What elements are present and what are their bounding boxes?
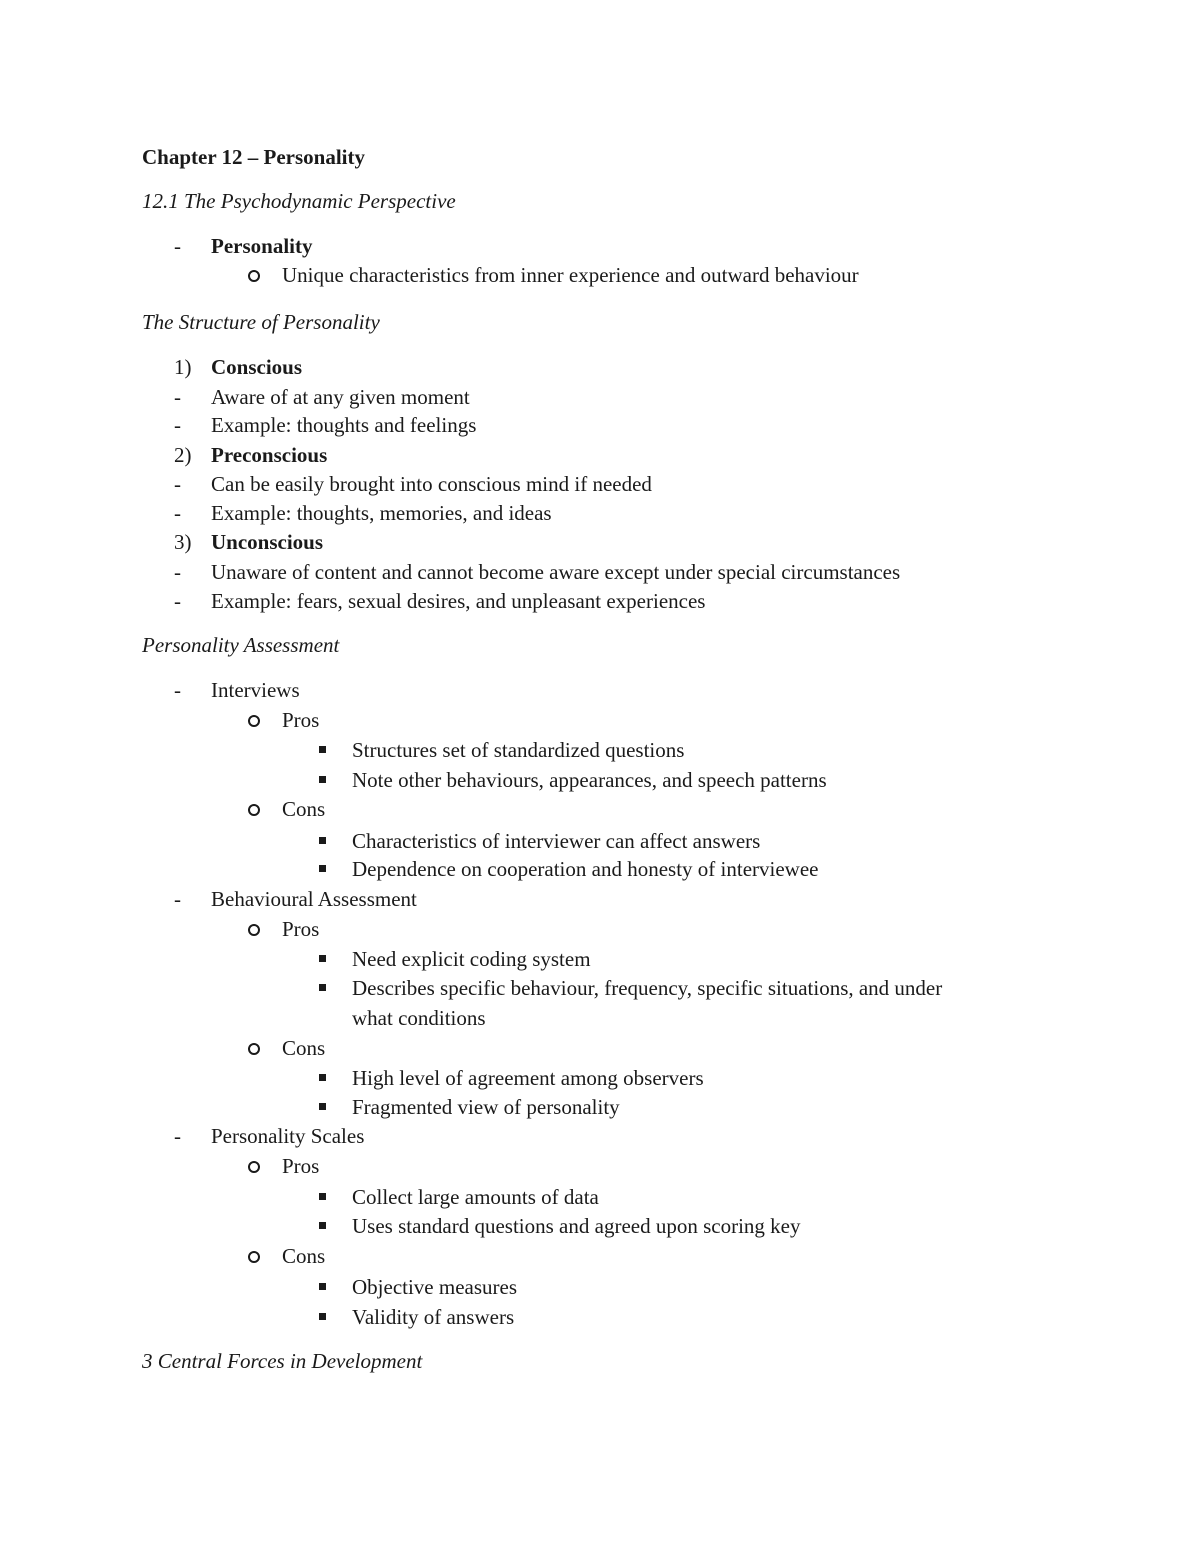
chapter-title: Chapter 12 – Personality <box>142 145 366 169</box>
definition-personality: Unique characteristics from inner experience and outward behaviour <box>282 263 859 287</box>
term-personality: Personality <box>211 234 313 258</box>
list-item: Note other behaviours, appearances, and speech patterns <box>352 768 827 792</box>
circle-bullet-icon <box>248 1043 260 1055</box>
list-item: Aware of at any given moment <box>211 385 470 409</box>
pros-label: Pros <box>282 1154 320 1178</box>
cons-label: Cons <box>282 797 326 821</box>
square-bullet-icon <box>319 1193 326 1200</box>
list-item: Uses standard questions and agreed upon scoring key <box>352 1214 801 1238</box>
dash-bullet: - <box>174 234 181 258</box>
list-number: 1) <box>174 355 192 379</box>
section-heading-psychodynamic: 12.1 The Psychodynamic Perspective <box>142 189 456 213</box>
list-item: Can be easily brought into conscious mind if needed <box>211 472 652 496</box>
list-number: 2) <box>174 443 192 467</box>
dash-bullet: - <box>174 589 181 613</box>
dash-bullet: - <box>174 560 181 584</box>
square-bullet-icon <box>319 865 326 872</box>
list-item: Structures set of standardized questions <box>352 738 685 762</box>
dash-bullet: - <box>174 413 181 437</box>
dash-bullet: - <box>174 501 181 525</box>
level-preconscious: Preconscious <box>211 443 328 467</box>
list-item: Example: thoughts, memories, and ideas <box>211 501 552 525</box>
dash-bullet: - <box>174 887 181 911</box>
circle-bullet-icon <box>248 924 260 936</box>
list-item: Unaware of content and cannot become aware except under special circumstances <box>211 560 901 584</box>
section-heading-central-forces: 3 Central Forces in Development <box>142 1349 423 1373</box>
square-bullet-icon <box>319 1313 326 1320</box>
square-bullet-icon <box>319 837 326 844</box>
list-item: Fragmented view of personality <box>352 1095 620 1119</box>
section-heading-assessment: Personality Assessment <box>142 633 340 657</box>
dash-bullet: - <box>174 472 181 496</box>
square-bullet-icon <box>319 776 326 783</box>
list-item: Collect large amounts of data <box>352 1185 599 1209</box>
list-item: High level of agreement among observers <box>352 1066 704 1090</box>
list-item: Example: thoughts and feelings <box>211 413 477 437</box>
section-heading-structure: The Structure of Personality <box>142 310 380 334</box>
dash-bullet: - <box>174 1124 181 1148</box>
method-personality-scales: Personality Scales <box>211 1124 365 1148</box>
cons-label: Cons <box>282 1036 326 1060</box>
square-bullet-icon <box>319 955 326 962</box>
cons-label: Cons <box>282 1244 326 1268</box>
pros-label: Pros <box>282 917 320 941</box>
square-bullet-icon <box>319 1074 326 1081</box>
level-conscious: Conscious <box>211 355 303 379</box>
square-bullet-icon <box>319 746 326 753</box>
circle-bullet-icon <box>248 804 260 816</box>
list-item: Characteristics of interviewer can affect answers <box>352 829 761 853</box>
list-item: Describes specific behaviour, frequency, specific situations, and under <box>352 976 943 1000</box>
dash-bullet: - <box>174 385 181 409</box>
list-item-continuation: what conditions <box>352 1006 486 1030</box>
square-bullet-icon <box>319 1222 326 1229</box>
level-unconscious: Unconscious <box>211 530 324 554</box>
square-bullet-icon <box>319 1103 326 1110</box>
circle-bullet-icon <box>248 270 260 282</box>
dash-bullet: - <box>174 678 181 702</box>
list-item: Objective measures <box>352 1275 518 1299</box>
list-item: Example: fears, sexual desires, and unpleasant experiences <box>211 589 706 613</box>
square-bullet-icon <box>319 1283 326 1290</box>
circle-bullet-icon <box>248 1251 260 1263</box>
list-item: Dependence on cooperation and honesty of interviewee <box>352 857 819 881</box>
pros-label: Pros <box>282 708 320 732</box>
circle-bullet-icon <box>248 715 260 727</box>
method-behavioural-assessment: Behavioural Assessment <box>211 887 417 911</box>
circle-bullet-icon <box>248 1161 260 1173</box>
method-interviews: Interviews <box>211 678 300 702</box>
square-bullet-icon <box>319 984 326 991</box>
list-item: Validity of answers <box>352 1305 515 1329</box>
list-item: Need explicit coding system <box>352 947 591 971</box>
list-number: 3) <box>174 530 192 554</box>
